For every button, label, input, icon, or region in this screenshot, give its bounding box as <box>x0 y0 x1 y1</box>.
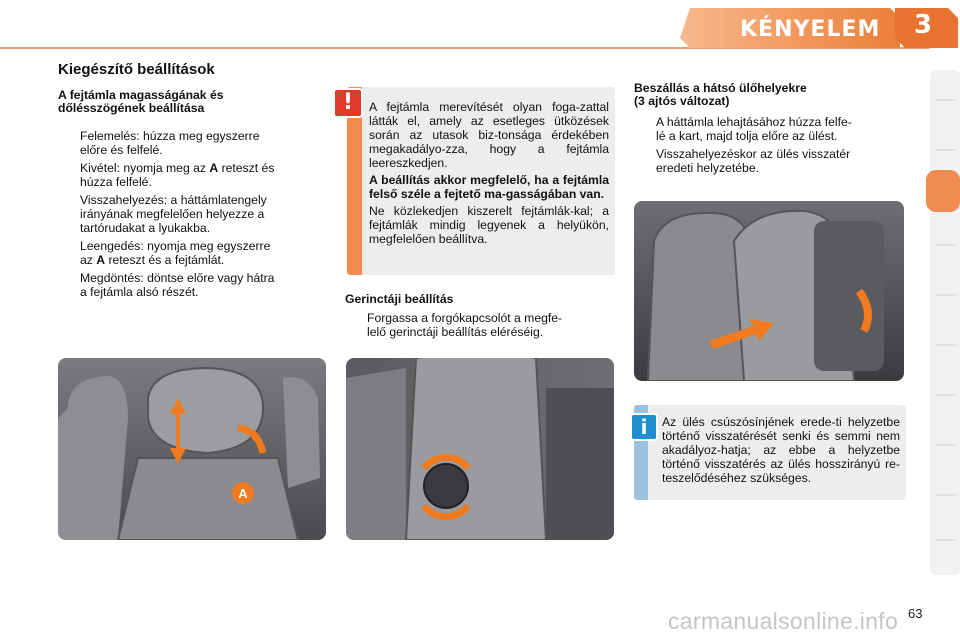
active-chapter-tab <box>926 170 960 212</box>
lumbar-instructions <box>345 293 615 343</box>
bullet-rear-access: A háttámla lehajtásához húzza felfe- lé a kart, majd tolja előre az ülést. <box>656 115 852 143</box>
latch-label: A <box>209 161 219 175</box>
headrest-instructions <box>58 89 328 303</box>
warning-bold-paragraph: A beállítás akkor megfelelő, ha a fejtámla felső széle a fejtető ma-gasságában van. <box>369 173 609 201</box>
headrest-subtitle-line2: dőlésszögének beállítása <box>58 101 205 115</box>
header-band <box>0 0 960 56</box>
rear-access-note: Visszahelyezéskor az ülés visszatér eredeti helyzetébe. <box>656 147 851 175</box>
photo-headrest-adjustment <box>58 358 326 540</box>
bullet-remove: Kivétel: nyomja meg az A reteszt és húzza felfelé. <box>80 161 275 189</box>
rear-access-instructions <box>634 82 906 175</box>
bullet-refit: Visszahelyezés: a háttámlatengely irányának megfelelően helyezze a tartórudakat a lyukakba. <box>80 193 267 235</box>
info-text: Az ülés csúszósínjének erede-ti helyzetbe történő visszatérését senki és semmi nem akadályoz-hatja; az ebbe a helyzetbe történő visszatérés az ülés hosszirányú re-teszelődéséhez szükséges. <box>662 415 900 485</box>
bullet-lumbar: Forgassa a forgókapcsolót a megfe- lelő gerinctáji beállítás eléréséig. <box>367 311 563 339</box>
lumbar-subtitle: Gerinctáji beállítás <box>345 292 454 306</box>
bullet-lower: Leengedés: nyomja meg egyszerre az A reteszt és a fejtámlát. <box>80 239 271 267</box>
chapter-number: 3 <box>914 10 933 40</box>
chapter-title: KÉNYELEM <box>740 17 881 42</box>
warning-paragraph: Ne közlekedjen kiszerelt fejtámlák-kal; a fejtámlák mindig legyenek a helyükön, megfelelően beállítva. <box>369 204 609 246</box>
photo-lumbar-adjustment <box>346 358 614 540</box>
bullet-raise: Felemelés: húzza meg egyszerre előre és felfelé. <box>80 129 260 157</box>
warning-exclamation-icon: ! <box>333 88 363 118</box>
info-icon: i <box>630 413 658 441</box>
warning-paragraph: A fejtámla merevítését olyan foga-zattal látták el, amely az esetleges ütközések során az utasok biz-tonsága érdekében megakadályo-zza, hogy a fejtámla leereszkedjen. <box>369 100 609 170</box>
warning-content <box>369 100 609 249</box>
page-number: 63 <box>908 606 923 621</box>
chapter-tab-strip <box>926 70 960 575</box>
headrest-subtitle-line1: A fejtámla magasságának és <box>58 88 224 102</box>
chapter-tabs <box>926 70 960 575</box>
rear-access-subtitle: Beszállás a hátsó ülőhelyekre (3 ajtós változat) <box>634 81 807 108</box>
photo-rear-seat-access <box>634 201 904 381</box>
bullet-tilt: Megdöntés: döntse előre vagy hátra a fejtámla alsó részét. <box>80 271 275 299</box>
latch-label: A <box>96 253 106 267</box>
section-title: Kiegészítő beállítások <box>58 61 215 78</box>
headrest-subtitle <box>58 89 328 115</box>
watermark: carmanualsonline.info <box>668 608 899 634</box>
latch-a-label: A <box>238 486 248 501</box>
